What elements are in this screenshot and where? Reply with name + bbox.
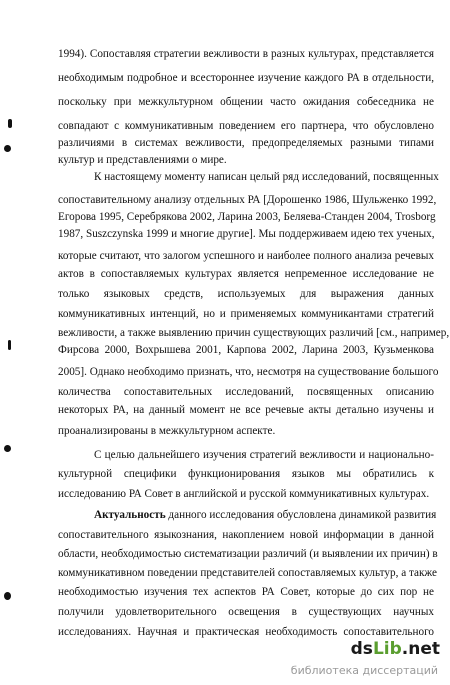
bold-lead-term: Актуальность <box>94 509 166 521</box>
text-line: проанализированы в межкультурном аспекте. <box>58 425 276 437</box>
text-line: 1987, Suszczynska 1999 и многие другие]. Мы поддерживаем идею тех ученых, <box>58 228 435 240</box>
text-line: только языковых средств, используемых для выражения данных <box>58 288 434 300</box>
text-line: необходимостью изучения тех аспектов РА Совет, которые до сих пор не <box>58 586 434 598</box>
text-line: которые считают, что залогом успешного и наиболее полного анализа речевых <box>58 250 434 262</box>
logo-part-lib: Lib <box>372 639 402 659</box>
text-line-lead <box>94 508 437 522</box>
text-line: К настоящему моменту написан целый ряд исследований, посвященных <box>94 171 439 183</box>
margin-mark <box>8 119 12 128</box>
text-line: Фирсова 2000, Вохрышева 2001, Карпова 2002, Ларина 2003, Кузьменкова <box>58 344 434 356</box>
text-line: поскольку при межкультурном общении часто ожидания собеседника не <box>58 96 434 108</box>
text-line: 1994). Сопоставляя стратегии вежливости в разных культурах, представляется <box>58 48 434 60</box>
dslib-logo <box>318 637 440 661</box>
margin-dot <box>4 445 11 452</box>
margin-dot <box>4 145 11 152</box>
text-line: различиями в системах вежливости, предопределяемых разными типами <box>58 137 434 149</box>
text-fragment: данного исследования обусловлена динамикой развития <box>165 509 437 521</box>
text-line: коммуникативном поведении представителей сопоставляемых культур, а также <box>58 567 437 579</box>
text-line: культур и представлениями о мире. <box>58 154 227 166</box>
text-line: вежливости, а также выявлению причин существующих различий [см., например, <box>58 327 450 339</box>
text-line: 2005]. Однако необходимо признать, что, несмотря на существование большого <box>58 366 439 378</box>
logo-part-ds: ds <box>350 639 373 659</box>
text-line: необходимым подробное и всестороннее изучение каждого РА в отдельности, <box>58 72 434 84</box>
text-line: актов в сопоставляемых культурах является непременное исследование не <box>58 268 434 280</box>
text-line: области, необходимостью систематизации различий (и выявлении их причин) в <box>58 548 438 560</box>
logo-part-net: .net <box>401 639 440 659</box>
text-line: Егорова 1995, Серебрякова 2002, Ларина 2003, Беляева-Станден 2004, Trosborg <box>58 211 436 223</box>
text-line: коммуникативных интенций, но и применяемых коммуникантами стратегий <box>58 308 434 320</box>
margin-mark <box>8 340 11 350</box>
text-line: культурной специфики функционирования языков мы обратились к <box>58 468 434 480</box>
text-line: совпадают с коммуникативным поведением его партнера, что обусловлено <box>58 120 434 132</box>
text-line: исследованиях. Научная и практическая необходимость сопоставительного <box>58 626 434 638</box>
text-line: С целью дальнейшего изучения стратегий вежливости и национально- <box>94 449 434 461</box>
margin-dot <box>4 592 11 600</box>
text-line: сопоставительному анализу отдельных РА [Дорошенко 1986, Шульженко 1992, <box>58 194 437 206</box>
text-line: количества сопоставительных исследований, посвященных описанию <box>58 386 434 398</box>
text-line: получили удовлетворительного освещения в существующих научных <box>58 606 434 618</box>
dslib-caption: библиотека диссертаций <box>290 664 438 677</box>
text-line: некоторых РА, на данный момент не все речевые акты детально изучены и <box>58 404 434 416</box>
text-line: исследованию РА Совет в английской и русской коммуникативных культурах. <box>58 488 430 500</box>
text-line: сопоставительного языкознания, накоплением новой информации в данной <box>58 529 434 541</box>
